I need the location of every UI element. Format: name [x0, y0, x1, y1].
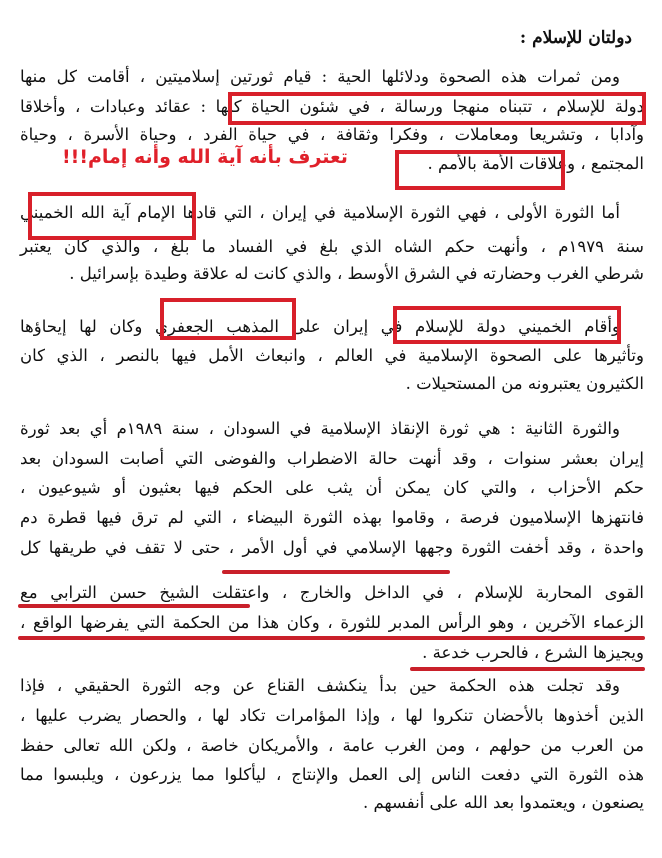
text-line: أما الثورة الأولى ، فهي الثورة الإسلامية في إيران ، التي قادها الإمام آية الله الخميني: [20, 203, 620, 222]
highlight-box: [160, 298, 296, 340]
underline-mark: [18, 604, 250, 608]
highlight-box: [228, 92, 646, 125]
section-title: دولتان للإسلام :: [519, 28, 632, 48]
text-line: حكم الأحزاب ، والتي كان يمكن أن يثب على الحكم فيها بعثيون أو شيوعيون ،: [20, 478, 644, 497]
highlight-box: [393, 306, 621, 344]
text-line: فانتهزها الإسلاميون فرصة ، وقاموا بهذه الثورة البيضاء ، التي لم ترق فيها قطرة دم: [20, 508, 644, 527]
underline-mark: [18, 636, 645, 640]
underline-mark: [410, 667, 645, 671]
text-line: القوى المحاربة للإسلام ، في الداخل والخارج ، واعتقلت الشيخ حسن الترابي مع: [20, 583, 644, 602]
text-line: الكثيرون يعتبرونه من المستحيلات .: [405, 374, 644, 393]
text-line: المجتمع ، وعلاقات الأمة بالأمم .: [427, 154, 644, 173]
text-line: يصنعون ، ويعتمدوا بعد الله على أنفسهم .: [362, 793, 644, 812]
text-line: هذه الثورة التي دفعت الناس إلى العمل والإنتاج ، ليأكلوا مما يزرعون ، ويلبسوا مما: [20, 765, 644, 784]
text-line: الذين أخذوها بالأحضان تنكروا لها ، وإذا المؤامرات تكاد لها ، والحصار يضرب عليها ،: [20, 706, 644, 725]
text-line: وقد تجلت هذه الحكمة حين بدأ ينكشف القناع عن وجه الثورة الحقيقي ، فإذا: [20, 676, 620, 695]
text-line: وأقام الخميني دولة للإسلام في إيران على المذهب الجعفري وكان لها إيحاؤها: [20, 317, 620, 336]
text-line: الزعماء الآخرين ، وهو الرأس المدبر للثورة ، وكان هذا من الحكمة التي يفرضها الواقع ،: [20, 613, 644, 632]
text-line: والثورة الثانية : هي ثورة الإنقاذ الإسلامية في السودان ، سنة ١٩٨٩م أي بعد ثورة: [20, 419, 620, 438]
text-line: دولة للإسلام ، تتبناه منهجا ورسالة ، في شئون الحياة كلها : عقائد وعبادات ، وأخلاقا: [20, 97, 644, 116]
text-line: سنة ١٩٧٩م ، وأنهت حكم الشاه الذي بلغ في الفساد ما بلغ ، والذي كان يعتبر: [20, 237, 644, 256]
text-line: ويجيزها الشرع ، فالحرب خدعة .: [422, 643, 644, 662]
text-line: وآدابا ، وتشريعا ومعاملات ، وفكرا وثقافة ، في حياة الفرد ، وحياة الأسرة ، وحياة: [20, 125, 644, 144]
text-line: وتأثيرها على الصحوة الإسلامية في العالم ، وانبعاث الأمل فيها بالنصر ، الذي كان: [20, 346, 644, 365]
annotation-note: تعترف بأنه آية الله وأنه إمام!!!: [62, 146, 348, 168]
text-line: من العرب من حولهم ، ومن الغرب عامة ، والأمريكان خاصة ، ولكن الله تعالى حفظ: [20, 736, 644, 755]
text-line: ومن ثمرات هذه الصحوة ودلائلها الحية : قيام ثورتين إسلاميتين ، أقامت كل منها: [20, 67, 620, 86]
text-line: واحدة ، وقد أخفت الثورة وجهها الإسلامي في أول الأمر ، حتى لا تقف في طريقها كل: [20, 538, 644, 557]
highlight-box: [395, 150, 565, 190]
text-line: إيران بعشر سنوات ، وقد أنهت حالة الاضطراب والفوضى التي أصابت السودان بعد: [20, 449, 644, 468]
text-line: شرطي الغرب وحضارته في الشرق الأوسط ، والذي كانت له علاقة وطيدة بإسرائيل .: [69, 264, 644, 283]
underline-mark: [222, 570, 450, 574]
highlight-box: [28, 192, 196, 240]
